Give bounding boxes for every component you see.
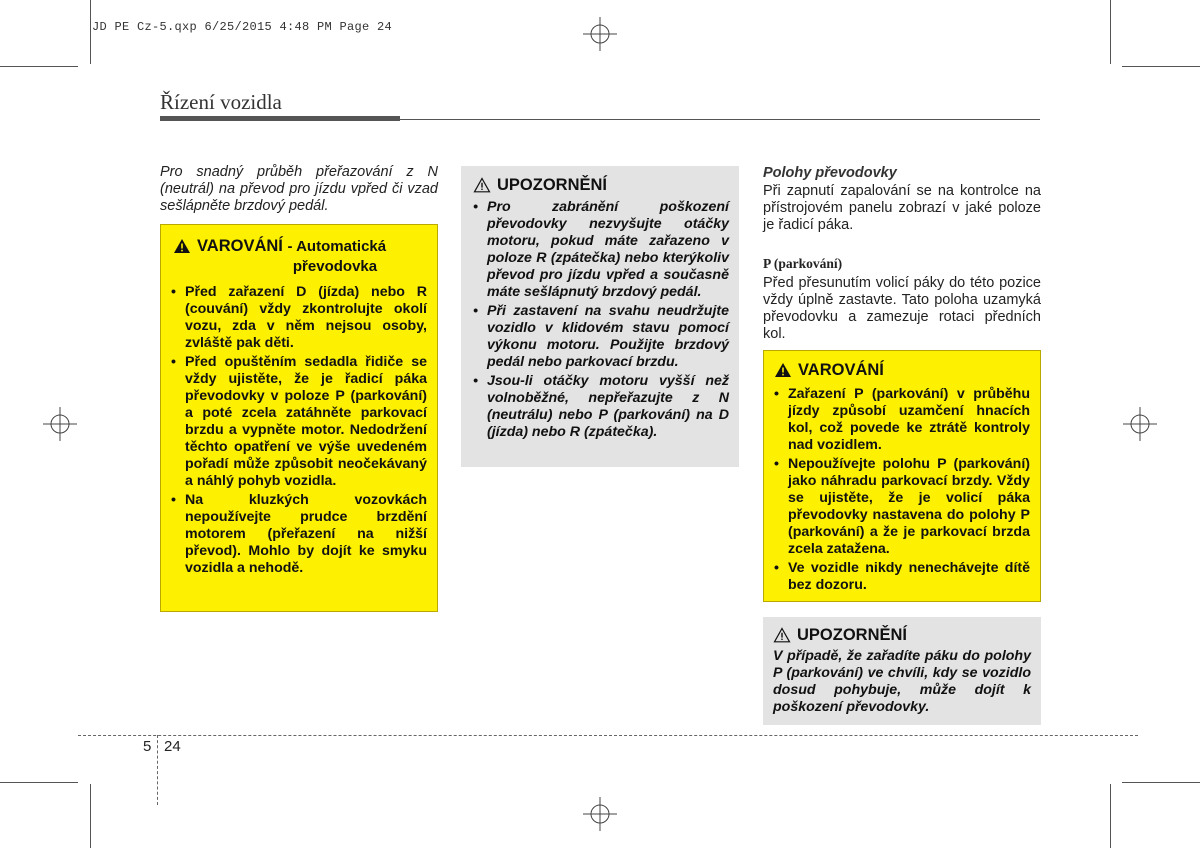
park-subheading: P (parkování) xyxy=(763,256,843,271)
page-number: 24 xyxy=(164,738,181,755)
warning-heading xyxy=(171,237,427,276)
list-item: • Pro zabránění poškození převodovky nezvyšujte otáčky motoru, pokud máte zařazeno v poloze R (zpátečka) nebo kterýkoliv převod pro jízdu vpřed a současně máte sešlápnutý brzdový pedál. xyxy=(473,199,729,301)
caution-list xyxy=(473,199,729,441)
warning-box-park xyxy=(763,350,1041,602)
list-item: • Ve vozidle nikdy nenechávejte dítě bez dozoru. xyxy=(774,560,1030,594)
warning-list xyxy=(774,386,1030,594)
park-text: Před přesunutím volicí páky do této pozice vždy úplně zastavte. Tato poloha uzamyká převodovku a zamezuje rotaci předních kol. xyxy=(763,275,1041,342)
crop-mark xyxy=(90,0,91,64)
list-item: • Jsou-li otáčky motoru vyšší než volnoběžné, nepřeřazujte z N (neutrálu) nebo P (parkování) na D (jízda) nebo R (zpátečka). xyxy=(473,373,729,441)
chapter-number: 5 xyxy=(143,738,152,755)
warning-title: VAROVÁNÍ xyxy=(798,361,884,379)
warning-box-automatic xyxy=(160,224,438,612)
caution-box-engine xyxy=(461,166,739,467)
crop-mark xyxy=(0,782,78,783)
gear-positions-intro: Při zapnutí zapalování se na kontrolce na přístrojovém panelu zobrazí v jaké poloze je řadicí páka. xyxy=(763,183,1041,233)
registration-mark-bottom xyxy=(583,797,617,831)
print-slug: JD PE Cz-5.qxp 6/25/2015 4:48 PM Page 24 xyxy=(92,20,393,34)
title-rule-accent xyxy=(160,116,400,121)
list-item: • Při zastavení na svahu neudržujte vozidlo v klidovém stavu pomocí výkonu motoru. Použijte brzdový pedál nebo parkovací brzdu. xyxy=(473,303,729,371)
footer-separator xyxy=(157,735,159,805)
caution-title: UPOZORNĚNÍ xyxy=(497,176,608,194)
left-intro-text: Pro snadný průběh přeřazování z N (neutrál) na převod pro jízdu vpřed či vzad sešlápněte brzdový pedál. xyxy=(160,164,438,214)
crop-mark xyxy=(1110,784,1111,848)
caution-text: V případě, že zařadíte páku do polohy P (parkování) ve chvíli, kdy se vozidlo dosud pohybuje, může dojít k poškození převodovky. xyxy=(773,648,1031,715)
list-item: • Na kluzkých vozovkách nepoužívejte prudce brzdění motorem (přeřazení na nižší převod). Mohlo by dojít ke smyku vozidla a nehodě. xyxy=(171,492,427,577)
caution-heading xyxy=(473,176,729,195)
caution-triangle-icon xyxy=(473,177,491,193)
crop-mark xyxy=(1122,782,1200,783)
registration-mark-left xyxy=(43,407,77,441)
warning-subtitle: - Automatická xyxy=(287,238,387,255)
list-item: • Před zařazení D (jízda) nebo R (couvání) vždy zkontrolujte okolí vozu, zda v něm nejsou osoby, zvláště pak děti. xyxy=(171,284,427,352)
list-item: • Zařazení P (parkování) v průběhu jízdy způsobí uzamčení hnacích kol, což povede ke ztrátě kontroly nad vozidlem. xyxy=(774,386,1030,454)
crop-mark xyxy=(90,784,91,848)
registration-mark-right xyxy=(1123,407,1157,441)
warning-heading xyxy=(774,361,1030,380)
crop-mark xyxy=(0,66,78,67)
list-item: • Před opuštěním sedadla řidiče se vždy ujistěte, že je řadicí páka převodovky v poloze P (parkování) a poté zcela zatáhněte parkovací brzdu a vypněte motor. Nedodržení těchto opatření ve výše uvedeném pořadí může způsobit neočekávaný a náhlý pohyb vozidla. xyxy=(171,354,427,490)
caution-title: UPOZORNĚNÍ xyxy=(797,626,908,644)
registration-mark-top xyxy=(583,17,617,51)
warning-title: VAROVÁNÍ xyxy=(197,237,283,255)
list-item: • Nepoužívejte polohu P (parkování) jako náhradu parkovací brzdy. Vždy se ujistěte, že je volicí páka převodovky nastavena do polohy P (parkování) a že je parkovací brzda zcela zatažena. xyxy=(774,456,1030,558)
footer-rule xyxy=(78,735,1138,736)
crop-mark xyxy=(1122,66,1200,67)
caution-heading xyxy=(773,626,1031,645)
warning-list xyxy=(171,284,427,577)
section-title: Řízení vozidla xyxy=(160,90,282,114)
warning-triangle-icon xyxy=(774,362,792,378)
warning-triangle-icon xyxy=(173,238,191,254)
gear-positions-heading: Polohy převodovky xyxy=(763,165,897,181)
caution-box-park xyxy=(763,617,1041,725)
crop-mark xyxy=(1110,0,1111,64)
caution-triangle-icon xyxy=(773,627,791,643)
warning-subtitle-line2: převodovka xyxy=(292,258,378,275)
